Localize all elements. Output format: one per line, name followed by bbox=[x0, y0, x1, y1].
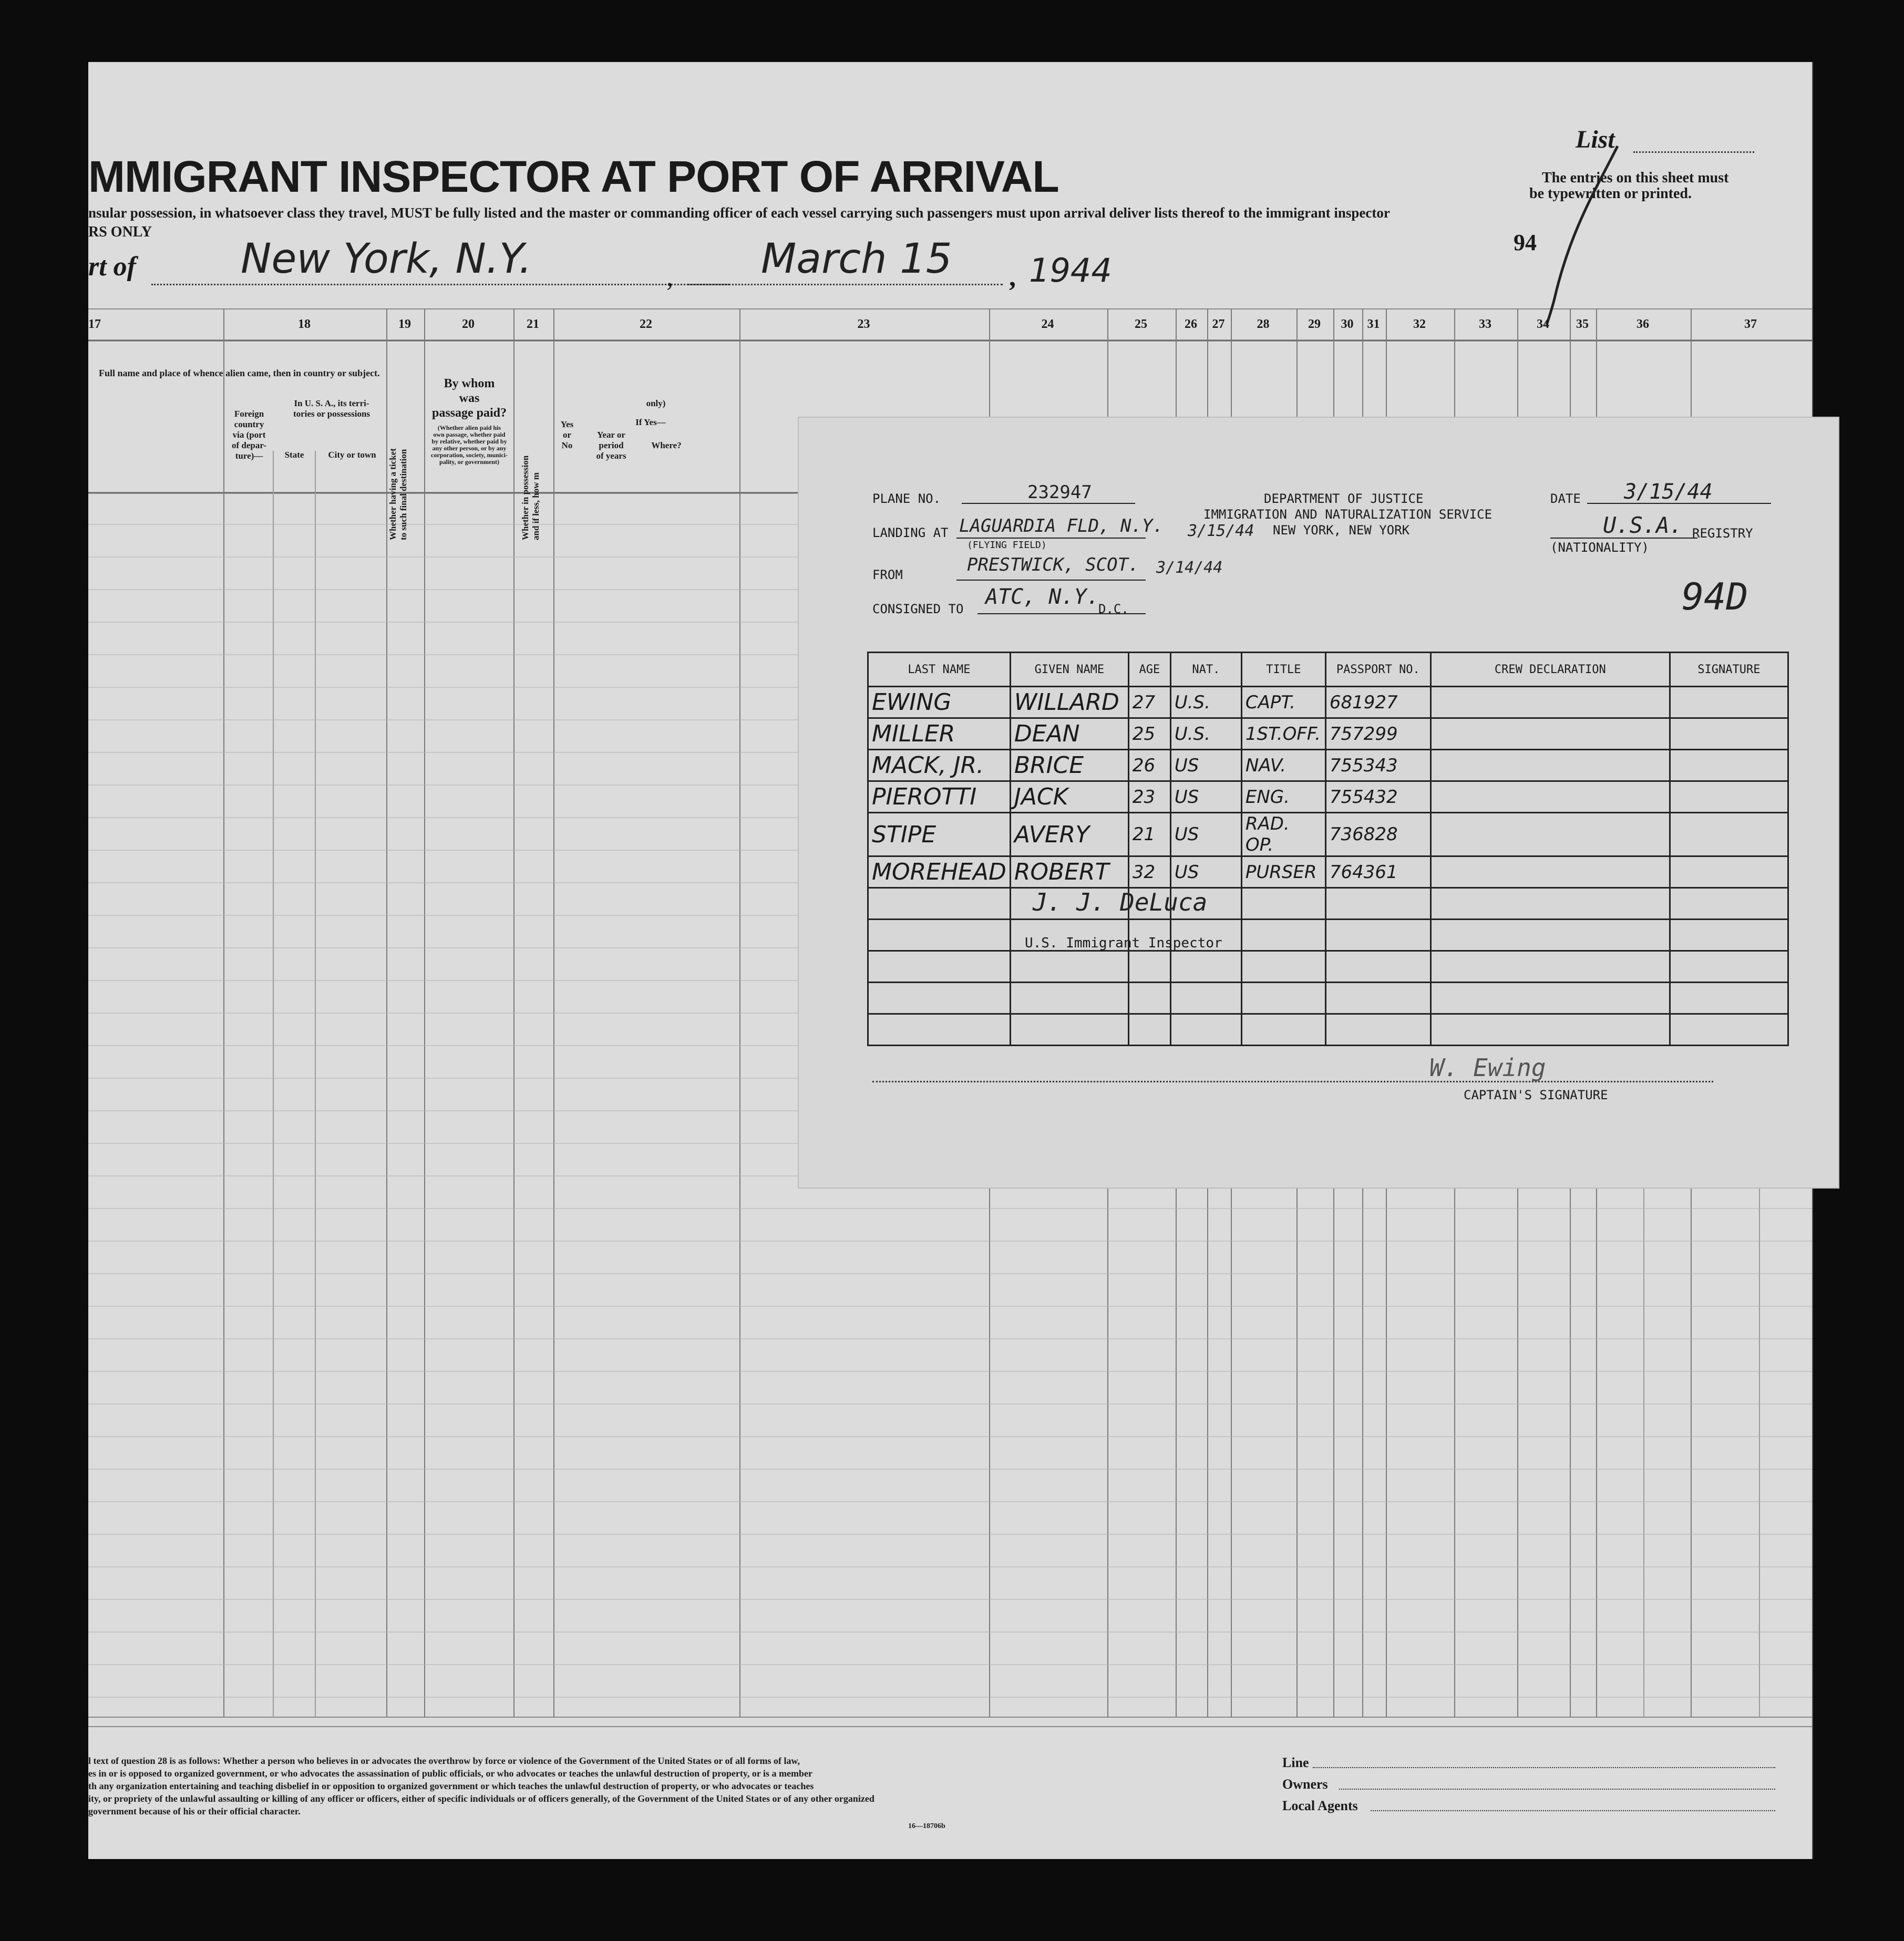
crew-cell-empty bbox=[1430, 1014, 1670, 1046]
crew-given: ROBERT bbox=[1010, 856, 1128, 888]
list-line bbox=[1633, 151, 1754, 153]
sheet-number: 94 bbox=[1514, 230, 1537, 255]
col18-usa: In U. S. A., its terri- tories or possessions bbox=[293, 398, 370, 419]
crew-cell-empty bbox=[1170, 951, 1241, 983]
crew-age: 32 bbox=[1128, 856, 1170, 888]
list-note-1: The entries on this sheet must bbox=[1542, 170, 1729, 186]
crew-given: WILLARD bbox=[1010, 687, 1128, 718]
crew-declaration bbox=[1430, 781, 1670, 813]
dept-line-3: NEW YORK, NEW YORK bbox=[1273, 523, 1410, 538]
crew-cell-empty bbox=[1010, 951, 1128, 983]
crew-row-empty bbox=[868, 951, 1788, 983]
port-label: rt of bbox=[88, 252, 136, 282]
column-number: 29 bbox=[1308, 317, 1321, 331]
captain-label: CAPTAIN'S SIGNATURE bbox=[1464, 1088, 1608, 1102]
footer-q28-4: ity, or propriety of the unlawful assaulting or killing of any officer or officers, either of specific individuals or of officers generally, of the Government of the United States or of any other organized bbox=[88, 1793, 874, 1804]
crew-row-empty bbox=[868, 1014, 1788, 1046]
crew-cell-empty bbox=[868, 951, 1011, 983]
crew-cell-empty bbox=[1430, 920, 1670, 951]
crew-title: RAD. OP. bbox=[1241, 813, 1325, 856]
date-value: 3/15/44 bbox=[1624, 480, 1713, 504]
crew-last: MILLER bbox=[868, 718, 1011, 750]
crew-signature bbox=[1670, 813, 1788, 856]
from-date: 3/14/44 bbox=[1156, 559, 1223, 577]
captain-signature: W. Ewing bbox=[1429, 1054, 1546, 1082]
crew-declaration bbox=[1430, 718, 1670, 750]
footer-q28-5: government because of his or their official character. bbox=[88, 1806, 301, 1816]
dept-line-2: IMMIGRATION AND NATURALIZATION SERVICE bbox=[1203, 507, 1493, 522]
crew-signature bbox=[1670, 781, 1788, 813]
crew-list-card bbox=[799, 418, 1838, 1188]
column-number: 17 bbox=[88, 317, 101, 331]
crew-cell-empty bbox=[1430, 951, 1670, 983]
column-number: 31 bbox=[1367, 317, 1380, 331]
crew-row bbox=[868, 856, 1788, 888]
crew-age: 23 bbox=[1128, 781, 1170, 813]
th-title: TITLE bbox=[1241, 653, 1325, 687]
crew-cell-empty bbox=[1670, 951, 1788, 983]
th-nat: NAT. bbox=[1170, 653, 1241, 687]
crew-passport: 755343 bbox=[1325, 750, 1430, 781]
consigned-value: ATC, N.Y. bbox=[985, 585, 1099, 609]
crew-cell-empty bbox=[1010, 983, 1128, 1014]
crew-cell-empty bbox=[868, 888, 1011, 920]
crew-nat: US bbox=[1170, 781, 1241, 813]
crew-age: 26 bbox=[1128, 750, 1170, 781]
footer-q28-1: l text of question 28 is as follows: Whether a person who believes in or advocates the overthrow by force or violence of the Government of the United States or of all forms of law, bbox=[88, 1756, 800, 1766]
crew-cell-empty bbox=[1325, 920, 1430, 951]
year-value: 1944 bbox=[1029, 251, 1112, 290]
crew-passport: 764361 bbox=[1325, 856, 1430, 888]
crew-last: MACK, JR. bbox=[868, 750, 1011, 781]
crew-row-empty bbox=[868, 983, 1788, 1014]
col22-where: Where? bbox=[651, 440, 682, 450]
column-number: 19 bbox=[398, 317, 411, 331]
from-label: FROM bbox=[872, 567, 903, 582]
crew-table-header bbox=[868, 653, 1788, 687]
column-number: 33 bbox=[1479, 317, 1491, 331]
crew-cell-empty bbox=[1670, 983, 1788, 1014]
crew-cell-empty bbox=[1241, 951, 1325, 983]
comma-1: , bbox=[666, 262, 673, 292]
landing-label: LANDING AT bbox=[872, 525, 949, 540]
crew-given: JACK bbox=[1010, 781, 1128, 813]
crew-cell-empty bbox=[1670, 920, 1788, 951]
crew-signature bbox=[1670, 750, 1788, 781]
crew-given: BRICE bbox=[1010, 750, 1128, 781]
column-number: 18 bbox=[298, 317, 311, 331]
col20-title: By whom was passage paid? bbox=[431, 377, 507, 420]
crew-table bbox=[867, 652, 1789, 1046]
col18-state: State bbox=[284, 450, 304, 460]
crew-title: CAPT. bbox=[1241, 687, 1325, 718]
column-number: 23 bbox=[857, 317, 870, 331]
header-instruction: nsular possession, in whatsoever class they travel, MUST be fully listed and the master or commanding officer of each vessel carrying such passengers must upon arrival deliver lists thereof to the immigrant inspector bbox=[88, 205, 1390, 221]
crew-nat: U.S. bbox=[1170, 718, 1241, 750]
crew-cell-empty bbox=[1128, 1014, 1170, 1046]
th-passport: PASSPORT NO. bbox=[1325, 653, 1430, 687]
footer-agents-field bbox=[1371, 1810, 1775, 1811]
crew-row bbox=[868, 750, 1788, 781]
crew-passport: 755432 bbox=[1325, 781, 1430, 813]
crew-nat: US bbox=[1170, 856, 1241, 888]
crew-cell-empty bbox=[1430, 888, 1670, 920]
footer-owners-field bbox=[1339, 1789, 1775, 1790]
year-prefix: , bbox=[1009, 262, 1016, 292]
footer-line-label: Line bbox=[1282, 1755, 1309, 1770]
crew-passport: 736828 bbox=[1325, 813, 1430, 856]
crew-cell-empty bbox=[1241, 983, 1325, 1014]
crew-age: 21 bbox=[1128, 813, 1170, 856]
col22-ifyes: If Yes— bbox=[635, 417, 666, 427]
stamp-94d: 94D bbox=[1682, 575, 1748, 618]
column-number: 20 bbox=[462, 317, 475, 331]
crew-last: EWING bbox=[868, 687, 1011, 718]
port-value: New York, N.Y. bbox=[241, 235, 532, 283]
manifest-sheet bbox=[88, 62, 1813, 1859]
crew-cell-empty bbox=[1170, 1014, 1241, 1046]
crew-given: AVERY bbox=[1010, 813, 1128, 856]
dept-line-1: DEPARTMENT OF JUSTICE bbox=[1264, 491, 1424, 506]
crew-declaration bbox=[1430, 687, 1670, 718]
th-age: AGE bbox=[1128, 653, 1170, 687]
crew-nat: US bbox=[1170, 813, 1241, 856]
crew-declaration bbox=[1430, 856, 1670, 888]
registry-label: REGISTRY bbox=[1692, 526, 1753, 541]
crew-cell-empty bbox=[868, 1014, 1011, 1046]
crew-cell-empty bbox=[1325, 1014, 1430, 1046]
captain-signature-line bbox=[872, 1081, 1713, 1082]
footer-agents-label: Local Agents bbox=[1282, 1798, 1358, 1813]
column-number: 24 bbox=[1041, 317, 1054, 331]
column-number: 34 bbox=[1537, 317, 1549, 331]
crew-last: PIEROTTI bbox=[868, 781, 1011, 813]
crew-cell-empty bbox=[1241, 1014, 1325, 1046]
crew-title: PURSER bbox=[1241, 856, 1325, 888]
consigned-suffix: D.C. bbox=[1098, 602, 1129, 616]
crew-given: DEAN bbox=[1010, 718, 1128, 750]
footer-line-field bbox=[1313, 1767, 1775, 1768]
column-number: 22 bbox=[640, 317, 652, 331]
crew-cell-empty bbox=[1170, 983, 1241, 1014]
list-label: List bbox=[1576, 126, 1615, 153]
date-value: March 15 bbox=[761, 235, 952, 283]
crew-signature bbox=[1670, 718, 1788, 750]
header-passengers-only: RS ONLY bbox=[88, 224, 152, 240]
column-number: 32 bbox=[1413, 317, 1426, 331]
crew-age: 27 bbox=[1128, 687, 1170, 718]
column-number: 36 bbox=[1637, 317, 1649, 331]
column-number: 37 bbox=[1744, 317, 1757, 331]
nationality-label: (NATIONALITY) bbox=[1550, 540, 1649, 555]
page-title: MMIGRANT INSPECTOR AT PORT OF ARRIVAL bbox=[88, 152, 1059, 201]
inspector-signature: J. J. DeLuca bbox=[1033, 888, 1208, 916]
crew-row-empty bbox=[868, 920, 1788, 951]
col22-only: only) bbox=[646, 398, 666, 408]
consigned-label: CONSIGNED TO bbox=[872, 602, 964, 616]
column-number: 35 bbox=[1576, 317, 1589, 331]
form-number: 16—18706b bbox=[908, 1822, 945, 1830]
plane-value: 232947 bbox=[1027, 482, 1092, 503]
footer-q28-2: es in or is opposed to organized government, or who advocates the assassination of public officials, or who advocates or teaches the unlawful destruction of property, or is a member bbox=[88, 1768, 812, 1779]
column-number: 25 bbox=[1135, 317, 1147, 331]
crew-row-empty bbox=[868, 888, 1788, 920]
landing-value: LAGUARDIA FLD, N.Y. bbox=[959, 515, 1164, 536]
footer-q28-3: th any organization entertaining and teaching disbelief in or opposition to organized government or which teaches the unlawful destruction of property, or who advocates or teaches bbox=[88, 1781, 814, 1791]
column-number: 30 bbox=[1341, 317, 1354, 331]
crew-cell-empty bbox=[1128, 951, 1170, 983]
crew-cell-empty bbox=[1325, 983, 1430, 1014]
crew-row bbox=[868, 687, 1788, 718]
crew-title: NAV. bbox=[1241, 750, 1325, 781]
crew-row bbox=[868, 781, 1788, 813]
crew-age: 25 bbox=[1128, 718, 1170, 750]
crew-nat: US bbox=[1170, 750, 1241, 781]
landing-date: 3/15/44 bbox=[1188, 522, 1254, 540]
crew-cell-empty bbox=[1241, 888, 1325, 920]
col18-city: City or town bbox=[328, 450, 376, 460]
landing-sub: (FLYING FIELD) bbox=[967, 540, 1047, 551]
crew-title: ENG. bbox=[1241, 781, 1325, 813]
col17-header: Full name and place of whence alien came, then in country or subject. bbox=[99, 368, 380, 378]
list-note-2: be typewritten or printed. bbox=[1529, 185, 1692, 202]
crew-cell-empty bbox=[1241, 920, 1325, 951]
crew-last: STIPE bbox=[868, 813, 1011, 856]
date-line bbox=[687, 284, 1003, 285]
sheet-number-slash bbox=[1539, 141, 1623, 330]
crew-cell-empty bbox=[1670, 888, 1788, 920]
crew-cell-empty bbox=[868, 983, 1011, 1014]
port-line bbox=[151, 284, 729, 285]
crew-cell-empty bbox=[1010, 1014, 1128, 1046]
column-number: 21 bbox=[527, 317, 539, 331]
col20-note: (Whether alien paid his own passage, whether paid by relative, whether paid by any other person, or by any corporation, society, munici- pality, or government) bbox=[431, 424, 508, 466]
crew-row bbox=[868, 813, 1788, 856]
date-label: DATE bbox=[1550, 491, 1581, 506]
inspector-label: U.S. Immigrant Inspector bbox=[1025, 935, 1222, 951]
plane-label: PLANE NO. bbox=[872, 491, 941, 506]
footer-owners-label: Owners bbox=[1282, 1777, 1328, 1792]
crew-cell-empty bbox=[1325, 888, 1430, 920]
crew-cell-empty bbox=[1325, 951, 1430, 983]
crew-declaration bbox=[1430, 813, 1670, 856]
crew-passport: 681927 bbox=[1325, 687, 1430, 718]
column-number: 26 bbox=[1185, 317, 1197, 331]
crew-row bbox=[868, 718, 1788, 750]
crew-nat: U.S. bbox=[1170, 687, 1241, 718]
col19-header: Whether having a ticket to such final destination bbox=[388, 448, 408, 540]
col21-header: Whether in possession and if less, how m bbox=[520, 455, 541, 540]
registry-value: U.S.A. bbox=[1603, 512, 1683, 538]
crew-declaration bbox=[1430, 750, 1670, 781]
crew-signature bbox=[1670, 856, 1788, 888]
th-signature: SIGNATURE bbox=[1670, 653, 1788, 687]
col22-yesno: Yes or No bbox=[560, 419, 574, 450]
crew-signature bbox=[1670, 687, 1788, 718]
crew-cell-empty bbox=[1128, 983, 1170, 1014]
crew-last: MOREHEAD bbox=[868, 856, 1011, 888]
column-number: 27 bbox=[1212, 317, 1225, 331]
col18-foreign: Foreign country via (port of depar- ture)— bbox=[232, 409, 266, 461]
crew-passport: 757299 bbox=[1325, 718, 1430, 750]
crew-title: 1ST.OFF. bbox=[1241, 718, 1325, 750]
crew-cell-empty bbox=[868, 920, 1011, 951]
col22-years: Year or period of years bbox=[596, 430, 626, 461]
th-crew-declaration: CREW DECLARATION bbox=[1430, 653, 1670, 687]
crew-cell-empty bbox=[1670, 1014, 1788, 1046]
from-value: PRESTWICK, SCOT. bbox=[967, 554, 1139, 575]
th-last-name: LAST NAME bbox=[868, 653, 1011, 687]
crew-cell-empty bbox=[1430, 983, 1670, 1014]
column-number: 28 bbox=[1257, 317, 1270, 331]
th-given-name: GIVEN NAME bbox=[1010, 653, 1128, 687]
